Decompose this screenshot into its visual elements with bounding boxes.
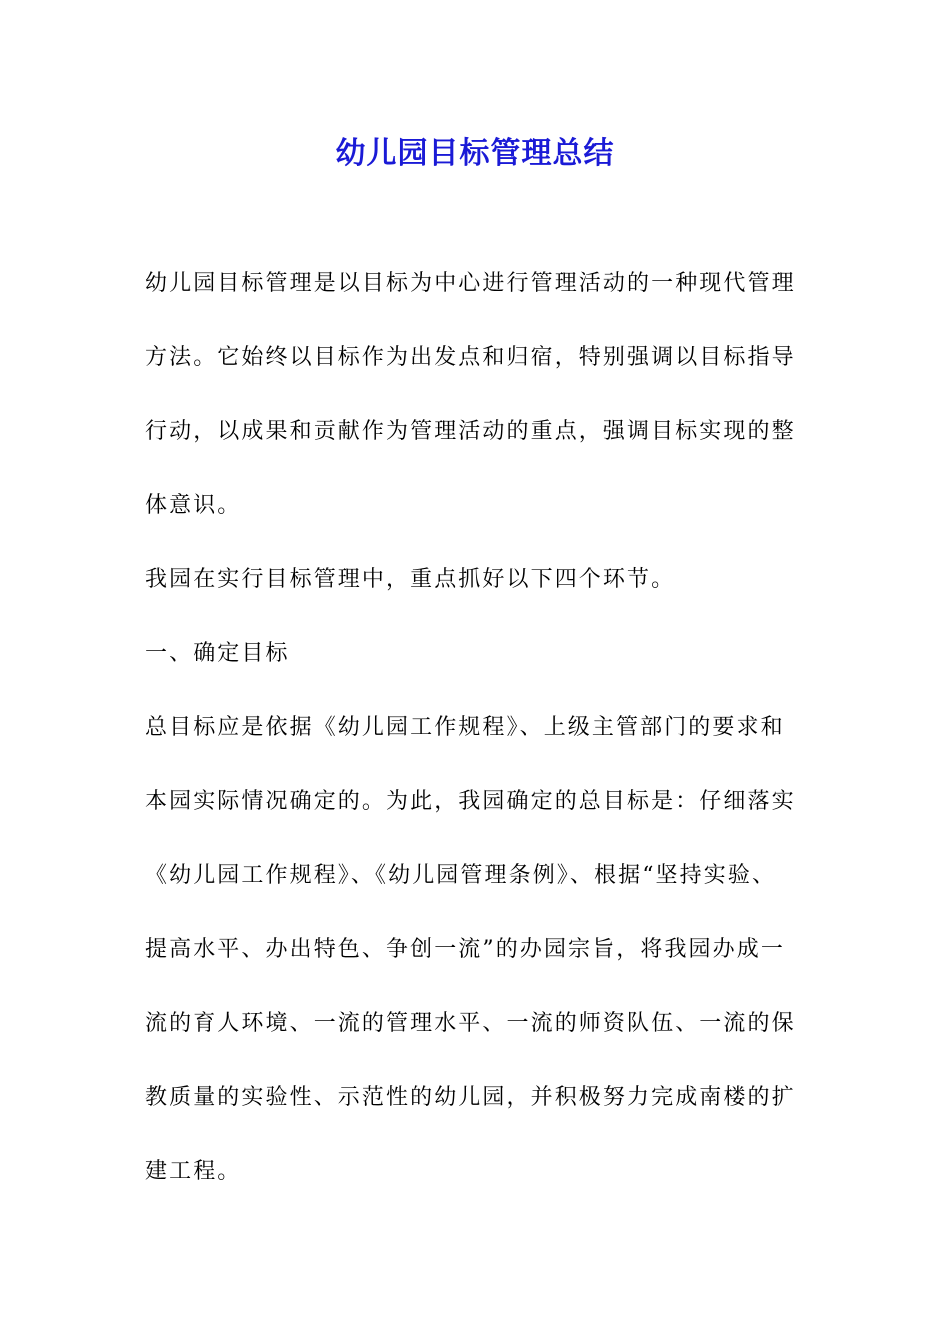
text-line: 本园实际情况确定的。为此，我园确定的总目标是：仔细落实 xyxy=(145,789,796,814)
text-line: 建工程。 xyxy=(145,1159,242,1184)
body-text xyxy=(145,265,835,1227)
text-line: 总目标应是依据《幼儿园工作规程》、上级主管部门的要求和 xyxy=(145,715,785,740)
text-line: 《幼儿园工作规程》、《幼儿园管理条例》、根据“坚持实验、 xyxy=(145,863,777,888)
text-line: 体意识。 xyxy=(145,493,242,518)
text-line: 我园在实行目标管理中，重点抓好以下四个环节。 xyxy=(145,567,676,592)
text-line: 教质量的实验性、示范性的幼儿园，并积极努力完成南楼的扩 xyxy=(145,1085,796,1110)
text-line: 行动，以成果和贡献作为管理活动的重点，强调目标实现的整 xyxy=(145,419,796,444)
text-line: 提高水平、办出特色、争创一流”的办园宗旨，将我园办成一 xyxy=(145,937,785,962)
page-title: 幼儿园目标管理总结 xyxy=(335,136,615,171)
section-heading: 一、确定目标 xyxy=(145,641,290,666)
text-line: 幼儿园目标管理是以目标为中心进行管理活动的一种现代管理 xyxy=(145,271,796,296)
text-line: 流的育人环境、一流的管理水平、一流的师资队伍、一流的保 xyxy=(145,1011,796,1036)
text-line: 方法。它始终以目标作为出发点和归宿，特别强调以目标指导 xyxy=(145,345,796,370)
